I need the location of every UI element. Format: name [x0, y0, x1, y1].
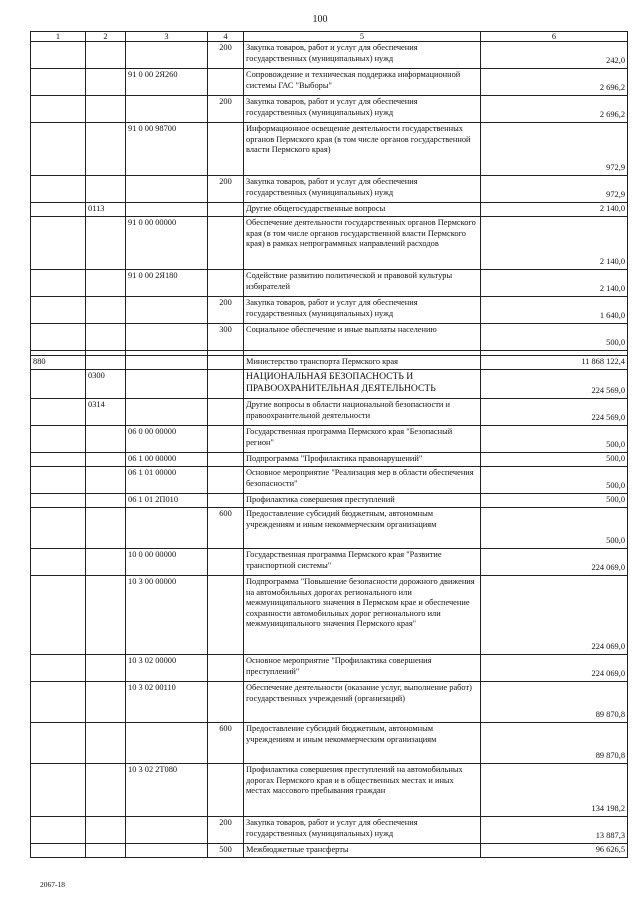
target-article-code: 91 0 00 00000 [126, 217, 208, 270]
table-row [31, 356, 628, 370]
column-header: 1 [31, 32, 86, 42]
table-row [31, 655, 628, 682]
expense-type-code: 200 [208, 176, 244, 203]
expense-type-code [208, 69, 244, 96]
ministry-code [31, 399, 86, 426]
table-row [31, 764, 628, 817]
table-row [31, 370, 628, 399]
target-article-code: 10 3 02 00000 [126, 655, 208, 682]
item-name: Обеспечение деятельности государственных органов Пермского края (в том числе органов государственной власти Пермского края) в рамках непрограммных направлений расходов [244, 217, 481, 270]
ministry-code [31, 324, 86, 351]
table-row [31, 270, 628, 297]
item-name: Подпрограмма "Профилактика правонарушений" [244, 453, 481, 467]
table-row [31, 576, 628, 655]
item-name: НАЦИОНАЛЬНАЯ БЕЗОПАСНОСТЬ И ПРАВООХРАНИТЕЛЬНАЯ ДЕЯТЕЛЬНОСТЬ [244, 370, 481, 399]
page-number: 100 [312, 14, 328, 25]
table-row [31, 682, 628, 723]
budget-table [30, 31, 628, 858]
ministry-code [31, 42, 86, 69]
target-article-code: 91 0 00 2Я260 [126, 69, 208, 96]
section-code [86, 270, 126, 297]
target-article-code: 06 1 00 00000 [126, 453, 208, 467]
ministry-code [31, 370, 86, 399]
amount: 11 868 122,4 [481, 356, 628, 370]
item-name: Межбюджетные трансферты [244, 844, 481, 858]
ministry-code [31, 817, 86, 844]
amount: 96 626,5 [481, 844, 628, 858]
section-code [86, 176, 126, 203]
column-header: 4 [208, 32, 244, 42]
ministry-code: 880 [31, 356, 86, 370]
section-code: 0113 [86, 203, 126, 217]
target-article-code [126, 508, 208, 549]
item-name: Государственная программа Пермского края "Развитие транспортной системы" [244, 549, 481, 576]
section-code [86, 217, 126, 270]
item-name: Социальное обеспечение и иные выплаты населению [244, 324, 481, 351]
ministry-code [31, 682, 86, 723]
table-row [31, 494, 628, 508]
target-article-code: 10 3 02 2Т080 [126, 764, 208, 817]
table-row [31, 297, 628, 324]
amount: 89 870,8 [481, 682, 628, 723]
expense-type-code [208, 356, 244, 370]
table-row [31, 508, 628, 549]
expense-type-code: 600 [208, 508, 244, 549]
table-row [31, 69, 628, 96]
target-article-code [126, 356, 208, 370]
amount: 2 696,2 [481, 69, 628, 96]
item-name: Закупка товаров, работ и услуг для обеспечения государственных (муниципальных) нужд [244, 297, 481, 324]
expense-type-code [208, 453, 244, 467]
column-header: 3 [126, 32, 208, 42]
ministry-code [31, 764, 86, 817]
table-row [31, 203, 628, 217]
item-name: Информационное освещение деятельности государственных органов Пермского края (в том числе органов государственной власти Пермского края) [244, 123, 481, 176]
column-header: 6 [481, 32, 628, 42]
target-article-code: 06 0 00 00000 [126, 426, 208, 453]
expense-type-code: 200 [208, 96, 244, 123]
target-article-code [126, 817, 208, 844]
table-row [31, 426, 628, 453]
amount: 224 069,0 [481, 576, 628, 655]
amount: 89 870,8 [481, 723, 628, 764]
column-header: 5 [244, 32, 481, 42]
item-name: Другие общегосударственные вопросы [244, 203, 481, 217]
section-code [86, 69, 126, 96]
section-code [86, 549, 126, 576]
item-name: Закупка товаров, работ и услуг для обеспечения государственных (муниципальных) нужд [244, 96, 481, 123]
item-name: Другие вопросы в области национальной безопасности и правоохранительной деятельности [244, 399, 481, 426]
amount: 2 140,0 [481, 203, 628, 217]
target-article-code [126, 324, 208, 351]
expense-type-code [208, 576, 244, 655]
expense-type-code [208, 764, 244, 817]
amount: 500,0 [481, 467, 628, 494]
target-article-code [126, 176, 208, 203]
ministry-code [31, 453, 86, 467]
item-name: Сопровождение и техническая поддержка информационной системы ГАС "Выборы" [244, 69, 481, 96]
amount: 13 887,3 [481, 817, 628, 844]
ministry-code [31, 467, 86, 494]
amount: 224 569,0 [481, 370, 628, 399]
item-name: Подпрограмма "Повышение безопасности дорожного движения на автомобильных дорогах регионального или межмуниципального значения в Пермском крае и обеспечение сохранности автомобильных дорог регионального или межмуниципального значения Пермского края" [244, 576, 481, 655]
ministry-code [31, 844, 86, 858]
amount: 242,0 [481, 42, 628, 69]
expense-type-code: 200 [208, 42, 244, 69]
amount: 500,0 [481, 426, 628, 453]
section-code [86, 356, 126, 370]
table-body [31, 42, 628, 858]
amount: 2 140,0 [481, 217, 628, 270]
target-article-code [126, 203, 208, 217]
target-article-code [126, 297, 208, 324]
expense-type-code [208, 270, 244, 297]
amount: 134 198,2 [481, 764, 628, 817]
target-article-code: 06 1 01 2П010 [126, 494, 208, 508]
section-code [86, 297, 126, 324]
target-article-code [126, 42, 208, 69]
table-row [31, 217, 628, 270]
section-code [86, 467, 126, 494]
ministry-code [31, 723, 86, 764]
amount: 224 069,0 [481, 655, 628, 682]
section-code [86, 453, 126, 467]
item-name: Закупка товаров, работ и услуг для обеспечения государственных (муниципальных) нужд [244, 42, 481, 69]
section-code [86, 508, 126, 549]
ministry-code [31, 123, 86, 176]
amount: 224 569,0 [481, 399, 628, 426]
ministry-code [31, 203, 86, 217]
table-row [31, 123, 628, 176]
section-code [86, 42, 126, 69]
expense-type-code [208, 682, 244, 723]
item-name: Обеспечение деятельности (оказание услуг, выполнение работ) государственных учреждений (организаций) [244, 682, 481, 723]
section-code [86, 817, 126, 844]
item-name: Основное мероприятие "Реализация мер в области обеспечения безопасности" [244, 467, 481, 494]
section-code [86, 655, 126, 682]
item-name: Предоставление субсидий бюджетным, автономным учреждениям и иным некоммерческим организациям [244, 508, 481, 549]
expense-type-code [208, 549, 244, 576]
target-article-code [126, 844, 208, 858]
amount: 500,0 [481, 324, 628, 351]
amount: 500,0 [481, 453, 628, 467]
item-name: Государственная программа Пермского края "Безопасный регион" [244, 426, 481, 453]
section-code: 0300 [86, 370, 126, 399]
amount: 500,0 [481, 508, 628, 549]
target-article-code [126, 723, 208, 764]
amount: 224 069,0 [481, 549, 628, 576]
item-name: Основное мероприятие "Профилактика совершения преступлений" [244, 655, 481, 682]
item-name: Закупка товаров, работ и услуг для обеспечения государственных (муниципальных) нужд [244, 176, 481, 203]
item-name: Профилактика совершения преступлений на автомобильных дорогах Пермского края и в общественных местах и иных местах массового пребывания граждан [244, 764, 481, 817]
target-article-code: 06 1 01 00000 [126, 467, 208, 494]
table-row [31, 817, 628, 844]
target-article-code: 10 0 00 00000 [126, 549, 208, 576]
ministry-code [31, 217, 86, 270]
expense-type-code [208, 399, 244, 426]
section-code [86, 324, 126, 351]
amount: 1 640,0 [481, 297, 628, 324]
table-row [31, 844, 628, 858]
section-code [86, 96, 126, 123]
amount: 972,9 [481, 176, 628, 203]
ministry-code [31, 426, 86, 453]
item-name: Содействие развитию политической и правовой культуры избирателей [244, 270, 481, 297]
item-name: Закупка товаров, работ и услуг для обеспечения государственных (муниципальных) нужд [244, 817, 481, 844]
section-code [86, 576, 126, 655]
section-code [86, 494, 126, 508]
table-row [31, 176, 628, 203]
expense-type-code [208, 370, 244, 399]
expense-type-code [208, 123, 244, 176]
item-name: Профилактика совершения преступлений [244, 494, 481, 508]
expense-type-code [208, 426, 244, 453]
ministry-code [31, 96, 86, 123]
section-code [86, 723, 126, 764]
ministry-code [31, 494, 86, 508]
ministry-code [31, 655, 86, 682]
table-row [31, 399, 628, 426]
amount: 500,0 [481, 494, 628, 508]
table-row [31, 723, 628, 764]
table-row [31, 42, 628, 69]
section-code [86, 682, 126, 723]
table-row [31, 453, 628, 467]
item-name: Министерство транспорта Пермского края [244, 356, 481, 370]
table-row [31, 467, 628, 494]
expense-type-code [208, 655, 244, 682]
expense-type-code [208, 203, 244, 217]
ministry-code [31, 297, 86, 324]
ministry-code [31, 69, 86, 96]
amount: 2 696,2 [481, 96, 628, 123]
section-code [86, 123, 126, 176]
column-header: 2 [86, 32, 126, 42]
expense-type-code [208, 494, 244, 508]
column-number-row [31, 32, 628, 42]
table-row [31, 96, 628, 123]
target-article-code [126, 370, 208, 399]
ministry-code [31, 270, 86, 297]
target-article-code [126, 399, 208, 426]
table-row [31, 549, 628, 576]
expense-type-code [208, 217, 244, 270]
expense-type-code: 300 [208, 324, 244, 351]
ministry-code [31, 176, 86, 203]
amount: 972,9 [481, 123, 628, 176]
section-code [86, 844, 126, 858]
target-article-code: 10 3 02 00110 [126, 682, 208, 723]
expense-type-code [208, 467, 244, 494]
ministry-code [31, 549, 86, 576]
section-code [86, 764, 126, 817]
table-row [31, 324, 628, 351]
expense-type-code: 600 [208, 723, 244, 764]
expense-type-code: 500 [208, 844, 244, 858]
target-article-code [126, 96, 208, 123]
target-article-code: 10 3 00 00000 [126, 576, 208, 655]
ministry-code [31, 576, 86, 655]
amount: 2 140,0 [481, 270, 628, 297]
ministry-code [31, 508, 86, 549]
target-article-code: 91 0 00 98700 [126, 123, 208, 176]
target-article-code: 91 0 00 2Я180 [126, 270, 208, 297]
section-code: 0314 [86, 399, 126, 426]
section-code [86, 426, 126, 453]
item-name: Предоставление субсидий бюджетным, автономным учреждениям и иным некоммерческим организациям [244, 723, 481, 764]
document-code: 2067-18 [40, 880, 65, 889]
expense-type-code: 200 [208, 817, 244, 844]
expense-type-code: 200 [208, 297, 244, 324]
